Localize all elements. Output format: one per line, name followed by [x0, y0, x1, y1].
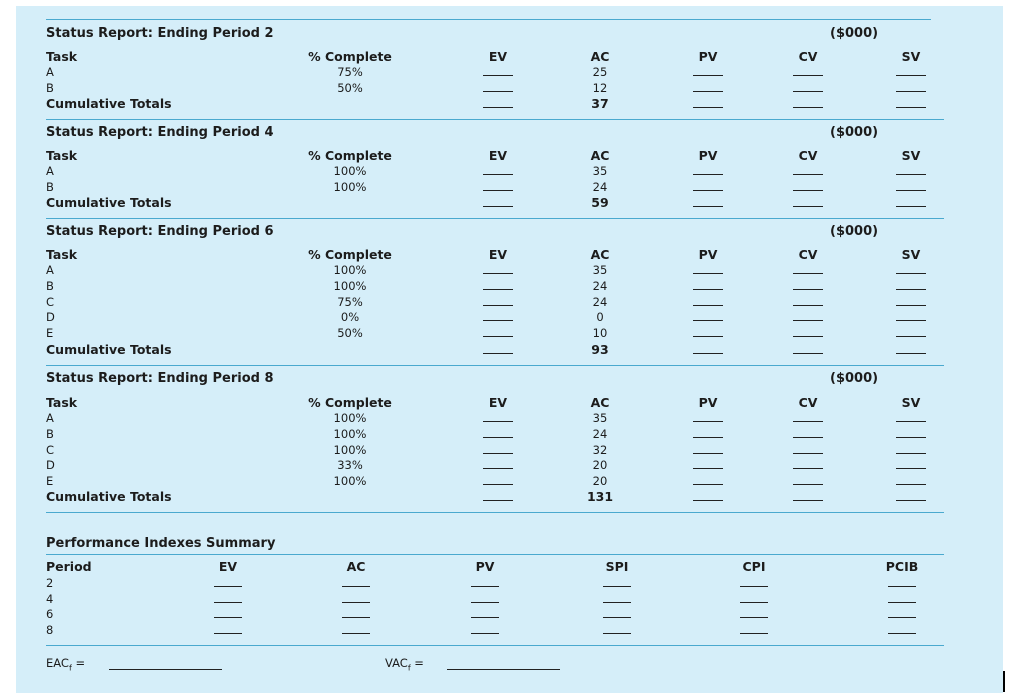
col-header-ev: EV: [488, 49, 508, 64]
sv-blank: [896, 174, 926, 175]
col-header-pv: PV: [698, 49, 718, 64]
col-header-sv: SV: [901, 247, 921, 262]
ev-blank: [483, 320, 513, 321]
report-bottom-rule: [46, 365, 944, 366]
pv-blank: [693, 75, 723, 76]
perf-blank: [214, 617, 242, 618]
col-header-pv: PV: [698, 395, 718, 410]
task-id: C: [46, 442, 55, 457]
perf-blank: [214, 633, 242, 634]
ev-blank: [483, 453, 513, 454]
sv-blank: [896, 75, 926, 76]
text-cursor: [1003, 671, 1005, 692]
period-value: 4: [46, 591, 54, 606]
task-id: B: [46, 278, 54, 293]
perf-col-header-period: Period: [46, 559, 92, 574]
eac-formula-subscript: f: [68, 663, 72, 673]
perf-blank: [603, 602, 631, 603]
pct-complete: 100%: [333, 179, 367, 194]
pv-blank: [693, 336, 723, 337]
cumulative-totals-label: Cumulative Totals: [46, 342, 172, 357]
col-header-pv: PV: [698, 247, 718, 262]
pct-complete: 50%: [337, 80, 363, 95]
ev-blank: [483, 484, 513, 485]
total-cv-blank: [793, 500, 823, 501]
report-bottom-rule: [46, 512, 944, 513]
report-title: Status Report: Ending Period 2: [46, 26, 274, 41]
ac-value: 25: [592, 65, 608, 79]
ev-blank: [483, 75, 513, 76]
perf-blank: [740, 617, 768, 618]
pct-complete: 50%: [337, 326, 363, 341]
pv-blank: [693, 273, 723, 274]
ev-blank: [483, 289, 513, 290]
cv-blank: [793, 320, 823, 321]
task-id: A: [46, 411, 54, 425]
total-cv-blank: [793, 206, 823, 207]
cv-blank: [793, 174, 823, 175]
perf-col-header-spi: SPI: [605, 559, 629, 574]
total-pv-blank: [693, 353, 723, 354]
cv-blank: [793, 336, 823, 337]
total-sv-blank: [896, 107, 926, 108]
col-header-sv: SV: [901, 395, 921, 410]
total-cv-blank: [793, 353, 823, 354]
sv-blank: [896, 190, 926, 191]
perf-blank: [888, 617, 916, 618]
perf-blank: [603, 633, 631, 634]
pv-blank: [693, 91, 723, 92]
ac-value: 24: [592, 426, 608, 441]
performance-header-rule: [46, 554, 944, 555]
perf-col-header-ev: EV: [218, 559, 238, 574]
col-header-ac: AC: [590, 247, 610, 262]
units-label: ($000): [830, 26, 879, 41]
ac-value: 35: [592, 263, 608, 277]
sv-blank: [896, 320, 926, 321]
eac-formula-equals: =: [71, 656, 86, 670]
perf-blank: [740, 602, 768, 603]
cv-blank: [793, 75, 823, 76]
ev-blank: [483, 91, 513, 92]
task-id: D: [46, 458, 55, 473]
perf-col-header-cpi: CPI: [742, 559, 766, 574]
sv-blank: [896, 468, 926, 469]
cv-blank: [793, 453, 823, 454]
perf-blank: [471, 586, 499, 587]
pv-blank: [693, 320, 723, 321]
cv-blank: [793, 190, 823, 191]
col-header-pct-complete: % Complete: [308, 247, 392, 262]
ev-blank: [483, 190, 513, 191]
perf-blank: [342, 602, 370, 603]
col-header-cv: CV: [798, 49, 818, 64]
task-id: A: [46, 263, 54, 277]
cv-blank: [793, 273, 823, 274]
pct-complete: 100%: [333, 474, 367, 489]
eac-formula-answer-blank: [109, 669, 222, 670]
perf-blank: [471, 602, 499, 603]
total-ev-blank: [483, 353, 513, 354]
units-label: ($000): [830, 224, 879, 239]
sv-blank: [896, 453, 926, 454]
col-header-pct-complete: % Complete: [308, 148, 392, 163]
perf-blank: [342, 633, 370, 634]
total-ac-value: 37: [591, 96, 609, 111]
perf-blank: [471, 617, 499, 618]
perf-blank: [888, 602, 916, 603]
cv-blank: [793, 437, 823, 438]
task-id: A: [46, 164, 54, 178]
perf-blank: [888, 586, 916, 587]
col-header-sv: SV: [901, 49, 921, 64]
report-bottom-rule: [46, 218, 944, 219]
ac-value: 35: [592, 411, 608, 425]
units-label: ($000): [830, 125, 879, 140]
report-top-rule: [46, 19, 931, 20]
col-header-ac: AC: [590, 148, 610, 163]
ev-blank: [483, 437, 513, 438]
ev-blank: [483, 468, 513, 469]
total-ev-blank: [483, 500, 513, 501]
sv-blank: [896, 336, 926, 337]
col-header-pct-complete: % Complete: [308, 395, 392, 410]
col-header-ac: AC: [590, 395, 610, 410]
ac-value: 20: [592, 474, 608, 489]
perf-blank: [342, 586, 370, 587]
ac-value: 35: [592, 164, 608, 178]
report-title: Status Report: Ending Period 6: [46, 224, 274, 239]
total-ac-value: 93: [591, 342, 609, 357]
cumulative-totals-label: Cumulative Totals: [46, 195, 172, 210]
cv-blank: [793, 91, 823, 92]
total-pv-blank: [693, 107, 723, 108]
task-id: B: [46, 80, 54, 95]
total-pv-blank: [693, 206, 723, 207]
report-bottom-rule: [46, 119, 944, 120]
cv-blank: [793, 421, 823, 422]
ev-blank: [483, 421, 513, 422]
ev-blank: [483, 336, 513, 337]
pv-blank: [693, 421, 723, 422]
perf-blank: [214, 586, 242, 587]
pv-blank: [693, 453, 723, 454]
pv-blank: [693, 468, 723, 469]
col-header-cv: CV: [798, 395, 818, 410]
total-ac-value: 131: [586, 489, 614, 504]
col-header-task: Task: [46, 395, 78, 410]
perf-blank: [603, 617, 631, 618]
pv-blank: [693, 190, 723, 191]
period-value: 6: [46, 607, 54, 621]
col-header-task: Task: [46, 148, 78, 163]
ev-blank: [483, 273, 513, 274]
eac-formula: [46, 656, 85, 675]
total-sv-blank: [896, 206, 926, 207]
cv-blank: [793, 468, 823, 469]
sv-blank: [896, 484, 926, 485]
perf-blank: [214, 602, 242, 603]
performance-bottom-rule: [46, 645, 944, 646]
total-cv-blank: [793, 107, 823, 108]
ac-value: 32: [592, 442, 608, 457]
cv-blank: [793, 305, 823, 306]
vac-formula-label: VAC: [385, 656, 408, 670]
cv-blank: [793, 484, 823, 485]
report-title: Status Report: Ending Period 4: [46, 125, 274, 140]
task-id: C: [46, 294, 55, 309]
col-header-ev: EV: [488, 247, 508, 262]
col-header-task: Task: [46, 49, 78, 64]
ac-value: 24: [592, 294, 608, 309]
col-header-task: Task: [46, 247, 78, 262]
col-header-sv: SV: [901, 148, 921, 163]
period-value: 8: [46, 622, 54, 637]
perf-blank: [342, 617, 370, 618]
pv-blank: [693, 484, 723, 485]
perf-blank: [740, 586, 768, 587]
pct-complete: 75%: [337, 294, 363, 309]
ev-blank: [483, 305, 513, 306]
performance-summary-title: Performance Indexes Summary: [46, 536, 276, 551]
col-header-pv: PV: [698, 148, 718, 163]
total-sv-blank: [896, 500, 926, 501]
total-ev-blank: [483, 206, 513, 207]
task-id: D: [46, 310, 55, 325]
ac-value: 24: [592, 278, 608, 293]
ac-value: 20: [592, 458, 608, 473]
perf-blank: [740, 633, 768, 634]
pct-complete: 33%: [337, 458, 363, 473]
col-header-ev: EV: [488, 395, 508, 410]
vac-formula: [385, 656, 424, 675]
task-id: E: [46, 326, 54, 341]
pct-complete: 100%: [333, 164, 367, 178]
sv-blank: [896, 289, 926, 290]
col-header-pct-complete: % Complete: [308, 49, 392, 64]
pv-blank: [693, 174, 723, 175]
cumulative-totals-label: Cumulative Totals: [46, 489, 172, 504]
task-id: A: [46, 65, 54, 79]
ac-value: 24: [592, 179, 608, 194]
vac-formula-answer-blank: [447, 669, 560, 670]
total-ac-value: 59: [591, 195, 609, 210]
sv-blank: [896, 273, 926, 274]
total-ev-blank: [483, 107, 513, 108]
task-id: B: [46, 426, 54, 441]
ac-value: 12: [592, 80, 608, 95]
pct-complete: 100%: [333, 442, 367, 457]
pv-blank: [693, 289, 723, 290]
sv-blank: [896, 305, 926, 306]
perf-col-header-ac: AC: [346, 559, 366, 574]
pct-complete: 100%: [333, 278, 367, 293]
report-title: Status Report: Ending Period 8: [46, 371, 274, 386]
sv-blank: [896, 437, 926, 438]
pct-complete: 100%: [333, 411, 367, 425]
pct-complete: 75%: [337, 65, 363, 79]
col-header-cv: CV: [798, 247, 818, 262]
total-sv-blank: [896, 353, 926, 354]
sv-blank: [896, 421, 926, 422]
task-id: E: [46, 474, 54, 489]
perf-col-header-pcib: PCIB: [885, 559, 919, 574]
sv-blank: [896, 91, 926, 92]
perf-blank: [888, 633, 916, 634]
pct-complete: 100%: [333, 263, 367, 277]
vac-formula-subscript: f: [407, 663, 411, 673]
col-header-ac: AC: [590, 49, 610, 64]
col-header-ev: EV: [488, 148, 508, 163]
pv-blank: [693, 305, 723, 306]
ac-value: 0: [596, 310, 604, 325]
ev-blank: [483, 174, 513, 175]
period-value: 2: [46, 576, 54, 590]
perf-col-header-pv: PV: [475, 559, 495, 574]
ac-value: 10: [592, 326, 608, 341]
vac-formula-equals: =: [410, 656, 424, 670]
col-header-cv: CV: [798, 148, 818, 163]
cumulative-totals-label: Cumulative Totals: [46, 96, 172, 111]
perf-blank: [471, 633, 499, 634]
pct-complete: 100%: [333, 426, 367, 441]
total-pv-blank: [693, 500, 723, 501]
pv-blank: [693, 437, 723, 438]
pct-complete: 0%: [340, 310, 360, 325]
perf-blank: [603, 586, 631, 587]
cv-blank: [793, 289, 823, 290]
task-id: B: [46, 179, 54, 194]
units-label: ($000): [830, 371, 879, 386]
eac-formula-label: EAC: [46, 656, 69, 670]
